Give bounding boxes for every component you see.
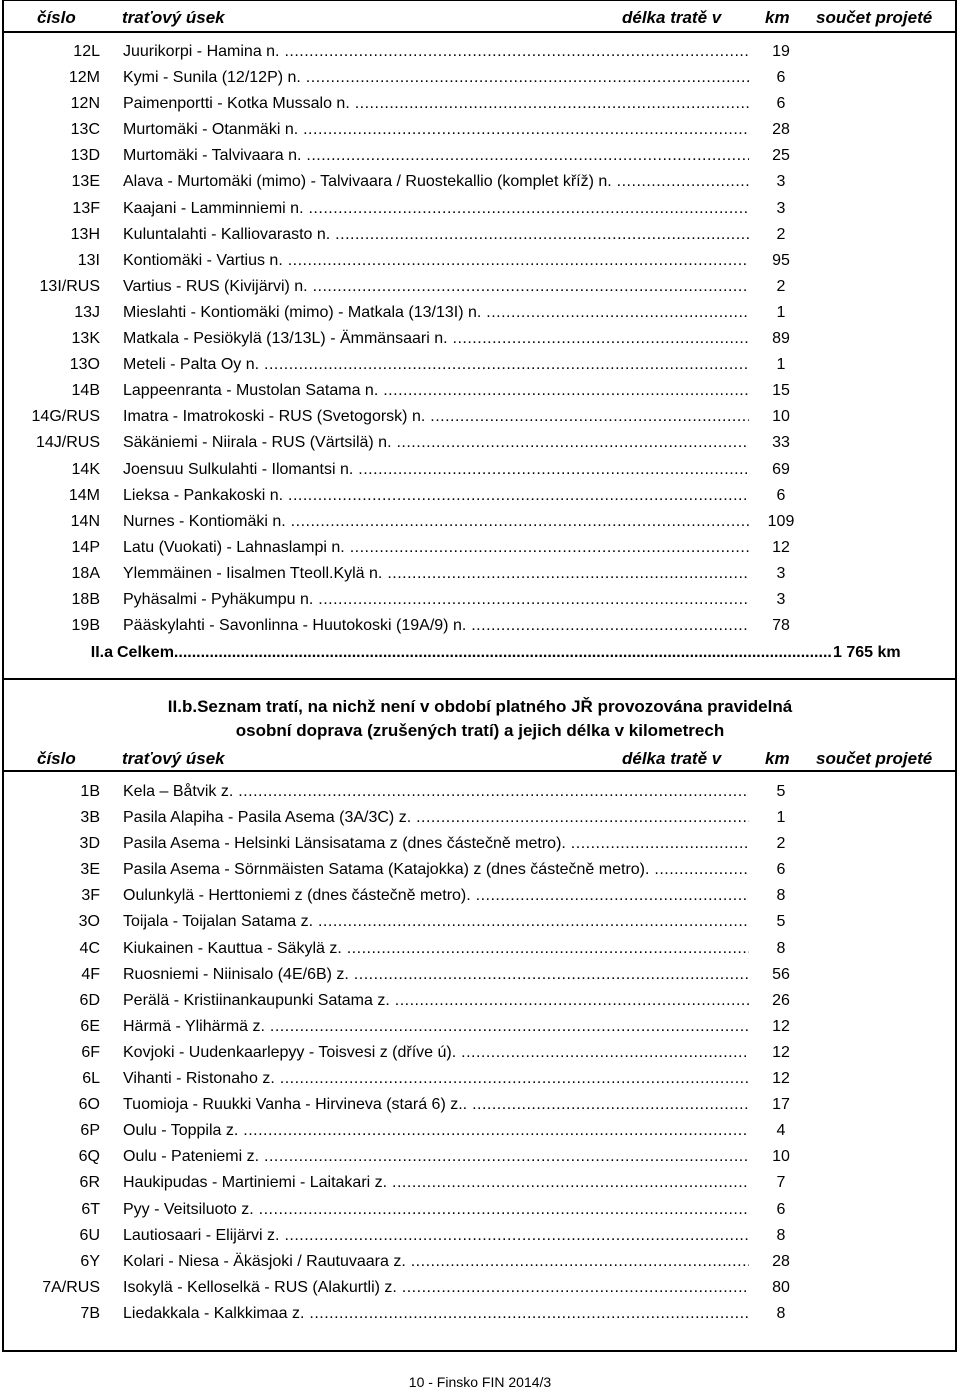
row-route: Murtomäki - Otanmäki n. ..... (123, 120, 749, 139)
row-code: 7A/RUS (42, 1278, 100, 1296)
row-route: Oulu - Pateniemi z. ..... (123, 1147, 749, 1166)
row-route: Nurnes - Kontiomäki n. ..... (123, 512, 749, 531)
col-soucet: součet projeté (816, 749, 933, 768)
row-length: 1 (776, 356, 786, 374)
table-row (0, 1039, 960, 1065)
row-code: 13K (71, 330, 100, 348)
row-route: Kuluntalahti - Kalliovarasto n. ..... (123, 225, 749, 244)
row-route: Pasila Alapiha - Pasila Asema (3A/3C) z. ..... (123, 808, 749, 827)
row-length: 12 (772, 1070, 790, 1088)
section-b-title-line1: II.b.Seznam tratí, na nichž není v období platného JŘ provozována pravidelná (167, 697, 793, 716)
row-length: 3 (776, 564, 786, 582)
row-length: 12 (772, 1043, 790, 1061)
row-code: 13J (74, 303, 100, 321)
column-header-a (0, 5, 960, 31)
col-km: km (765, 749, 790, 768)
column-header-b (0, 746, 960, 772)
row-code: 14K (71, 460, 100, 478)
row-length: 2 (776, 277, 786, 295)
row-route: Kontiomäki - Vartius n. ..... (123, 251, 749, 270)
bottom-border (2, 1350, 957, 1352)
row-code: 14B (71, 382, 100, 400)
section-a-list (0, 38, 960, 638)
row-length: 19 (772, 43, 790, 60)
total-sum: 1 765 km (833, 644, 901, 661)
table-row (0, 1065, 960, 1091)
row-route: Murtomäki - Talvivaara n. ..... (123, 146, 749, 165)
row-length: 26 (772, 991, 790, 1009)
row-route: Lappeenranta - Mustolan Satama n. ..... (123, 381, 749, 400)
table-row (0, 325, 960, 351)
section-b-title-line2: osobní doprava (zrušených tratí) a jejich délka v kilometrech (235, 721, 725, 740)
row-route: Latu (Vuokati) - Lahnaslampi n. ..... (123, 538, 749, 557)
row-code: 6Y (80, 1252, 100, 1270)
row-route: Tuomioja - Ruukki Vanha - Hirvineva (stará 6) z.. ..... (123, 1095, 749, 1114)
row-length: 3 (776, 173, 786, 191)
table-row (0, 961, 960, 987)
page-footer: 10 - Finsko FIN 2014/3 (408, 1374, 552, 1390)
row-route: Pasila Asema - Sörnmäisten Satama (Katajokka) z (dnes částečně metro). ..... (123, 860, 749, 879)
row-route: Haukipudas - Martiniemi - Laitakari z. ..... (123, 1173, 749, 1192)
table-row (0, 1274, 960, 1300)
row-route: Ruosniemi - Niinisalo (4E/6B) z. ..... (123, 965, 749, 984)
row-length: 7 (776, 1174, 786, 1192)
table-row (0, 299, 960, 325)
table-row (0, 1248, 960, 1274)
row-route: Isokylä - Kelloselkä - RUS (Alakurtli) z. ..... (123, 1278, 749, 1297)
row-code: 14M (68, 486, 100, 504)
col-delka: délka tratě v (622, 8, 722, 27)
row-code: 18B (71, 590, 100, 608)
row-length: 8 (776, 939, 786, 957)
row-code: 6P (80, 1122, 100, 1140)
row-length: 6 (776, 1200, 786, 1218)
row-length: 8 (776, 887, 786, 905)
row-code: 4C (79, 939, 100, 957)
row-route: Matkala - Pesiökylä (13/13L) - Ämmänsaari n. ..... (123, 329, 749, 348)
row-length: 1 (776, 303, 786, 321)
row-route: Pyhäsalmi - Pyhäkumpu n. ..... (123, 590, 749, 609)
header-rule-b (2, 770, 957, 772)
table-row (0, 534, 960, 560)
row-route: Alava - Murtomäki (mimo) - Talvivaara / Ruostekallio (komplet kříž) n. ..... (123, 172, 749, 191)
row-code: 3E (80, 861, 100, 879)
row-code: 14N (70, 512, 100, 530)
table-row (0, 560, 960, 586)
table-row (0, 142, 960, 168)
row-route: Pyy - Veitsiluoto z. ..... (123, 1200, 749, 1219)
table-row (0, 247, 960, 273)
row-route: Perälä - Kristiinankaupunki Satama z. ..... (123, 991, 749, 1010)
row-route: Härmä - Ylihärmä z. ..... (123, 1017, 749, 1036)
row-length: 10 (772, 408, 790, 426)
table-row (0, 1117, 960, 1143)
row-length: 25 (772, 147, 790, 165)
row-route: Kovjoki - Uudenkaarlepyy - Toisvesi z (dříve ú). ..... (123, 1043, 749, 1062)
row-code: 13D (70, 147, 100, 165)
row-code: 14J/RUS (35, 434, 100, 452)
row-code: 12M (68, 69, 100, 87)
table-row (0, 586, 960, 612)
row-length: 2 (776, 835, 786, 853)
table-row (0, 64, 960, 90)
row-code: 12L (73, 43, 100, 60)
row-length: 8 (776, 1304, 786, 1322)
row-code: 3F (81, 887, 100, 905)
table-row (0, 830, 960, 856)
row-code: 6R (79, 1174, 100, 1192)
row-code: 6E (80, 1017, 100, 1035)
row-length: 12 (772, 538, 790, 556)
row-route: Lautiosaari - Elijärvi z. ..... (123, 1226, 749, 1245)
table-row (0, 987, 960, 1013)
row-route: Paimenportti - Kotka Mussalo n. ..... (123, 94, 749, 113)
row-code: 14P (71, 538, 100, 556)
table-row (0, 856, 960, 882)
row-code: 4F (81, 965, 100, 983)
table-row (0, 1169, 960, 1195)
col-usek: traťový úsek (122, 749, 225, 768)
table-row (0, 1300, 960, 1326)
row-length: 8 (776, 1226, 786, 1244)
row-code: 6F (81, 1043, 100, 1061)
total-code: II.a (90, 644, 113, 661)
table-row (0, 482, 960, 508)
row-code: 6L (82, 1070, 100, 1088)
row-route: Pääskylahti - Savonlinna - Huutokoski (19A/9) n. ..... (123, 616, 749, 635)
row-route: Lieksa - Pankakoski n. ..... (123, 486, 749, 505)
row-length: 56 (772, 965, 790, 983)
table-row (0, 195, 960, 221)
row-code: 13H (70, 225, 100, 243)
row-length: 6 (776, 486, 786, 504)
table-row (0, 273, 960, 299)
row-length: 17 (772, 1096, 790, 1114)
top-border (2, 0, 957, 1)
row-length: 2 (776, 225, 786, 243)
row-route: Toijala - Toijalan Satama z. ..... (123, 912, 749, 931)
table-row (0, 1196, 960, 1222)
row-route: Kolari - Niesa - Äkäsjoki / Rautuvaara z. ..... (123, 1252, 749, 1271)
row-code: 19B (71, 617, 100, 635)
table-row (0, 1091, 960, 1117)
row-code: 13F (72, 199, 100, 217)
row-route: Vihanti - Ristonaho z. ..... (123, 1069, 749, 1088)
section-b-list (0, 778, 960, 1326)
total-label: Celkem ..... (117, 644, 831, 662)
row-length: 4 (776, 1122, 786, 1140)
row-code: 12N (70, 95, 100, 113)
row-length: 28 (772, 121, 790, 139)
table-row (0, 508, 960, 534)
row-code: 13O (69, 356, 100, 374)
row-code: 6Q (78, 1148, 100, 1166)
row-length: 1 (776, 809, 786, 827)
row-length: 15 (772, 382, 790, 400)
col-cislo: číslo (37, 8, 76, 27)
row-code: 13C (70, 121, 100, 139)
total-row (0, 642, 960, 666)
row-code: 6O (78, 1096, 100, 1114)
table-row (0, 456, 960, 482)
row-code: 18A (71, 564, 100, 582)
row-length: 80 (772, 1278, 790, 1296)
table-row (0, 429, 960, 455)
table-row (0, 221, 960, 247)
table-row (0, 1143, 960, 1169)
table-row (0, 168, 960, 194)
row-code: 3B (80, 809, 100, 827)
row-route: Oulunkylä - Herttoniemi z (dnes částečně metro). ..... (123, 886, 749, 905)
table-row (0, 804, 960, 830)
row-length: 6 (776, 69, 786, 87)
row-route: Kaajani - Lamminniemi n. ..... (123, 199, 749, 218)
row-length: 33 (772, 434, 790, 452)
table-row (0, 908, 960, 934)
table-row (0, 351, 960, 377)
row-route: Joensuu Sulkulahti - Ilomantsi n. ..... (123, 460, 749, 479)
table-row (0, 882, 960, 908)
row-code: 13I/RUS (39, 277, 100, 295)
col-delka: délka tratě v (622, 749, 722, 768)
row-length: 89 (772, 330, 790, 348)
row-length: 109 (767, 512, 795, 530)
table-row (0, 778, 960, 804)
row-code: 3D (79, 835, 100, 853)
row-length: 6 (776, 861, 786, 879)
table-row (0, 1013, 960, 1039)
row-length: 95 (772, 251, 790, 269)
table-row (0, 116, 960, 142)
row-route: Mieslahti - Kontiomäki (mimo) - Matkala (13/13I) n. ..... (123, 303, 749, 322)
row-route: Kiukainen - Kauttua - Säkylä z. ..... (123, 939, 749, 958)
table-row (0, 90, 960, 116)
row-length: 78 (772, 617, 790, 635)
row-length: 5 (776, 913, 786, 931)
row-route: Vartius - RUS (Kivijärvi) n. ..... (123, 277, 749, 296)
row-code: 7B (80, 1304, 100, 1322)
row-length: 3 (776, 590, 786, 608)
col-usek: traťový úsek (122, 8, 225, 27)
row-route: Säkäniemi - Niirala - RUS (Värtsilä) n. ..... (123, 433, 749, 452)
row-code: 3O (78, 913, 100, 931)
col-soucet: součet projeté (816, 8, 933, 27)
row-route: Oulu - Toppila z. ..... (123, 1121, 749, 1140)
section-a-bottom-rule (2, 678, 957, 680)
row-length: 69 (772, 460, 790, 478)
row-length: 6 (776, 95, 786, 113)
row-code: 6D (79, 991, 100, 1009)
row-route: Imatra - Imatrokoski - RUS (Svetogorsk) n. ..... (123, 407, 749, 426)
table-row (0, 935, 960, 961)
header-rule-a (2, 31, 957, 33)
row-length: 3 (776, 199, 786, 217)
row-code: 6T (81, 1200, 100, 1218)
table-row (0, 38, 960, 64)
row-route: Meteli - Palta Oy n. ..... (123, 355, 749, 374)
table-row (0, 1222, 960, 1248)
row-route: Pasila Asema - Helsinki Länsisatama z (dnes částečně metro). ..... (123, 834, 749, 853)
table-row (0, 612, 960, 638)
table-row (0, 403, 960, 429)
row-length: 12 (772, 1017, 790, 1035)
row-length: 5 (776, 783, 786, 800)
row-route: Ylemmäinen - Iisalmen Tteoll.Kylä n. ..... (123, 564, 749, 583)
col-cislo: číslo (37, 749, 76, 768)
row-code: 14G/RUS (31, 408, 100, 426)
table-row (0, 377, 960, 403)
row-route: Liedakkala - Kalkkimaa z. ..... (123, 1304, 749, 1323)
col-km: km (765, 8, 790, 27)
row-code: 13I (77, 251, 100, 269)
row-code: 6U (79, 1226, 100, 1244)
row-route: Juurikorpi - Hamina n. ..... (123, 42, 749, 61)
row-route: Kymi - Sunila (12/12P) n. ..... (123, 68, 749, 87)
row-route: Kela – Båtvik z. ..... (123, 782, 749, 801)
row-length: 28 (772, 1252, 790, 1270)
row-length: 10 (772, 1148, 790, 1166)
row-code: 13E (71, 173, 100, 191)
row-code: 1B (80, 783, 100, 800)
